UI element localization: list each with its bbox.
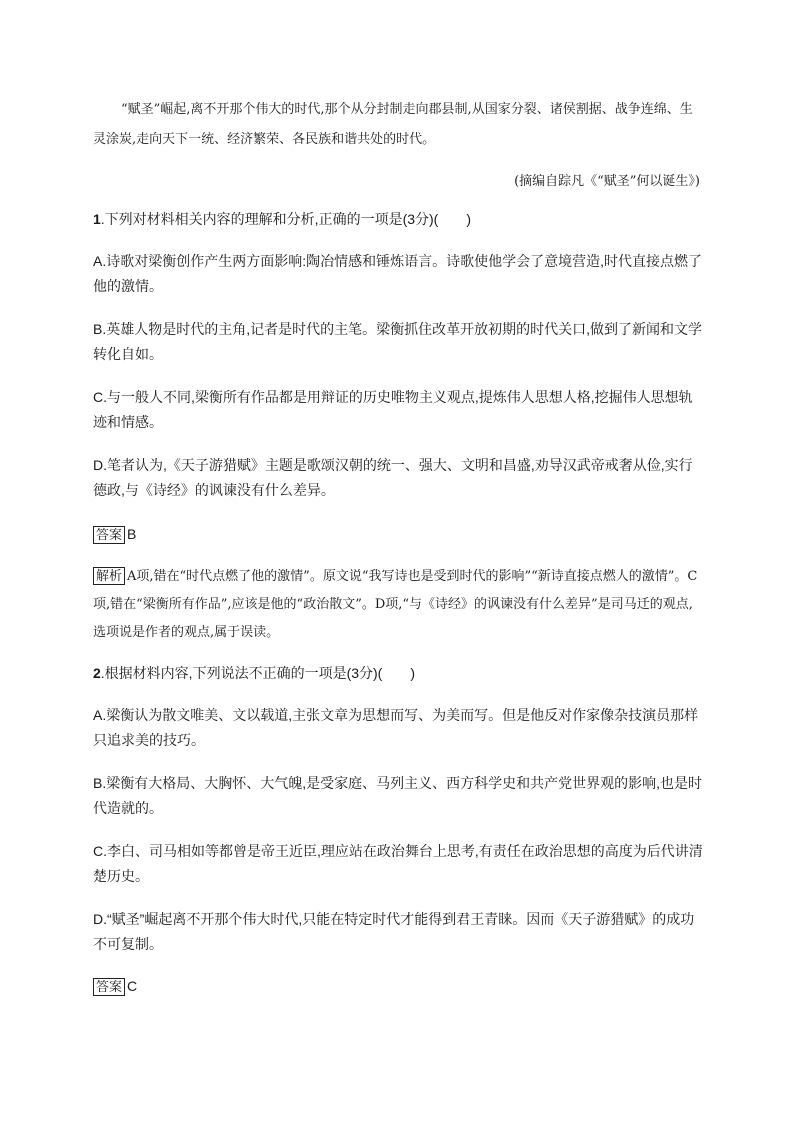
question-1 (93, 209, 705, 229)
question-2-option-b: B.梁衡有大格局、大胸怀、大气魄,是受家庭、马列主义、西方科学史和共产党世界观的影响,也是时代造就的。 (93, 775, 703, 816)
question-2 (93, 663, 705, 683)
answer-label: 答案 (93, 526, 125, 544)
question-1-stem-text: .下列对材料相关内容的理解和分析,正确的一项是(3分)( ) (100, 211, 472, 227)
passage-source: (摘编自踪凡《“赋圣”何以诞生》) (514, 174, 700, 189)
question-1-option-b: B.英雄人物是时代的主角,记者是时代的主笔。梁衡抓住改革开放初期的时代关口,做到了新闻和文学转化自如。 (93, 321, 703, 362)
question-1-option-a: A.诗歌对梁衡创作产生两方面影响:陶冶情感和锤炼语言。诗歌使他学会了意境营造,时代直接点燃了他的激情。 (93, 253, 703, 294)
answer-value: C (127, 978, 138, 994)
analysis-text: A项,错在“时代点燃了他的激情”。原文说“我写诗也是受到时代的影响”“新诗直接点燃人的激情”。C项,错在“梁衡所有作品”,应该是他的“政治散文”。D项,“与《诗经》的讽谏没有什么差异”是司马迁的观点,选项说是作者的观点,属于误读。 (93, 569, 698, 640)
question-2-answer (93, 976, 137, 996)
answer-value: B (127, 526, 137, 542)
analysis-label: 解析 (93, 567, 125, 585)
question-1-analysis (93, 563, 705, 647)
question-1-option-d: D.笔者认为,《天子游猎赋》主题是歌颂汉朝的统一、强大、文明和昌盛,劝导汉武帝戒奢从俭,实行德政,与《诗经》的讽谏没有什么差异。 (93, 457, 693, 498)
answer-label: 答案 (93, 978, 125, 996)
passage-text: “赋圣”崛起,离不开那个伟大的时代,那个从分封制走向郡县制,从国家分裂、诸侯割据、战争连绵、生灵涂炭,走向天下一统、经济繁荣、各民族和谐共处的时代。 (93, 102, 693, 147)
question-1-answer (93, 524, 136, 544)
question-1-option-c: C.与一般人不同,梁衡所有作品都是用辩证的历史唯物主义观点,提炼伟人思想人格,挖掘伟人思想轨迹和情感。 (93, 389, 693, 430)
question-2-option-d: D.“赋圣”崛起离不开那个伟大时代,只能在特定时代才能得到君王青睐。因而《天子游猎赋》的成功不可复制。 (93, 911, 695, 952)
question-2-option-a: A.梁衡认为散文唯美、文以载道,主张文章为思想而写、为美而写。但是他反对作家像杂技演员那样只追求美的技巧。 (93, 707, 699, 748)
question-2-option-c: C.李白、司马相如等都曾是帝王近臣,理应站在政治舞台上思考,有责任在政治思想的高度为后代讲清楚历史。 (93, 843, 703, 884)
question-2-number: 2 (93, 665, 101, 681)
question-2-stem (93, 663, 705, 683)
question-1-stem (93, 209, 705, 229)
question-2-stem-text: .根据材料内容,下列说法不正确的一项是(3分)( ) (100, 665, 416, 681)
question-1-number: 1 (93, 211, 101, 227)
passage (93, 95, 705, 155)
